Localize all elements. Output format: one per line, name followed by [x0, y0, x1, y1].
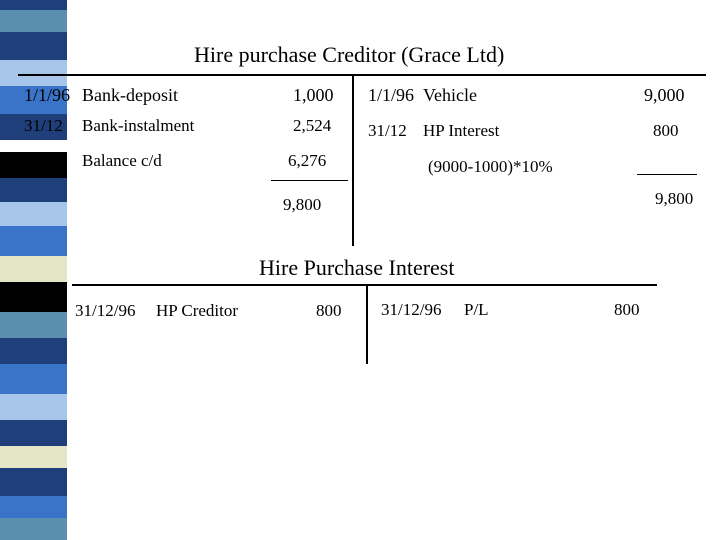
interest-credit-date: 31/12/96 [381, 300, 442, 319]
creditor-account-center-rule [352, 74, 354, 246]
interest-debit-amount: 800 [316, 301, 342, 320]
creditor-debit-date-3: 31/12 [24, 151, 63, 170]
creditor-credit-amount-2: 800 [653, 121, 679, 140]
creditor-credit-date-1: 1/1/96 [368, 85, 415, 105]
creditor-debit-desc-1: Bank-deposit [82, 85, 178, 105]
creditor-debit-amount-1: 1,000 [293, 85, 334, 105]
creditor-credit-date-2: 31/12 [368, 121, 407, 140]
interest-calculation-note: (9000-1000)*10% [428, 157, 553, 176]
strip-block [0, 518, 67, 540]
creditor-credit-total: 9,800 [655, 189, 694, 208]
strip-block [0, 282, 67, 312]
strip-block [0, 0, 67, 10]
strip-block [0, 364, 67, 394]
strip-block [0, 338, 67, 364]
creditor-debit-date-1: 1/1/96 [24, 85, 71, 105]
strip-block [0, 420, 67, 446]
strip-block [0, 468, 67, 496]
strip-block [0, 226, 67, 256]
strip-block [0, 312, 67, 338]
strip-block [0, 446, 67, 468]
interest-debit-desc: HP Creditor [156, 301, 239, 320]
interest-debit-date: 31/12/96 [75, 301, 136, 320]
creditor-credit-amount-1: 9,000 [644, 85, 685, 105]
strip-block [0, 256, 67, 282]
strip-block [0, 202, 67, 226]
creditor-debit-date-2: 31/12 [24, 116, 63, 135]
strip-block [0, 60, 67, 86]
creditor-debit-amount-2: 2,524 [293, 116, 332, 135]
interest-credit-amount: 800 [614, 300, 640, 319]
strip-block [0, 178, 67, 202]
decorative-left-strip [0, 0, 67, 540]
interest-account-center-rule [366, 284, 368, 364]
creditor-debit-total-rule [271, 180, 348, 181]
strip-block [0, 496, 67, 518]
interest-account-top-rule [72, 284, 657, 286]
creditor-debit-desc-3: Balance c/d [82, 151, 162, 170]
creditor-credit-desc-2: HP Interest [423, 121, 500, 140]
strip-block [0, 32, 67, 60]
creditor-account-top-rule [18, 74, 706, 76]
creditor-credit-desc-1: Vehicle [423, 85, 477, 105]
creditor-credit-total-rule [637, 174, 697, 175]
creditor-account-title: Hire purchase Creditor (Grace Ltd) [194, 42, 505, 67]
strip-block [0, 10, 67, 32]
creditor-debit-desc-2: Bank-instalment [82, 116, 195, 135]
interest-account-title: Hire Purchase Interest [259, 255, 455, 280]
interest-credit-desc: P/L [464, 300, 489, 319]
strip-block [0, 394, 67, 420]
creditor-debit-total: 9,800 [283, 195, 322, 214]
creditor-debit-amount-3: 6,276 [288, 151, 327, 170]
